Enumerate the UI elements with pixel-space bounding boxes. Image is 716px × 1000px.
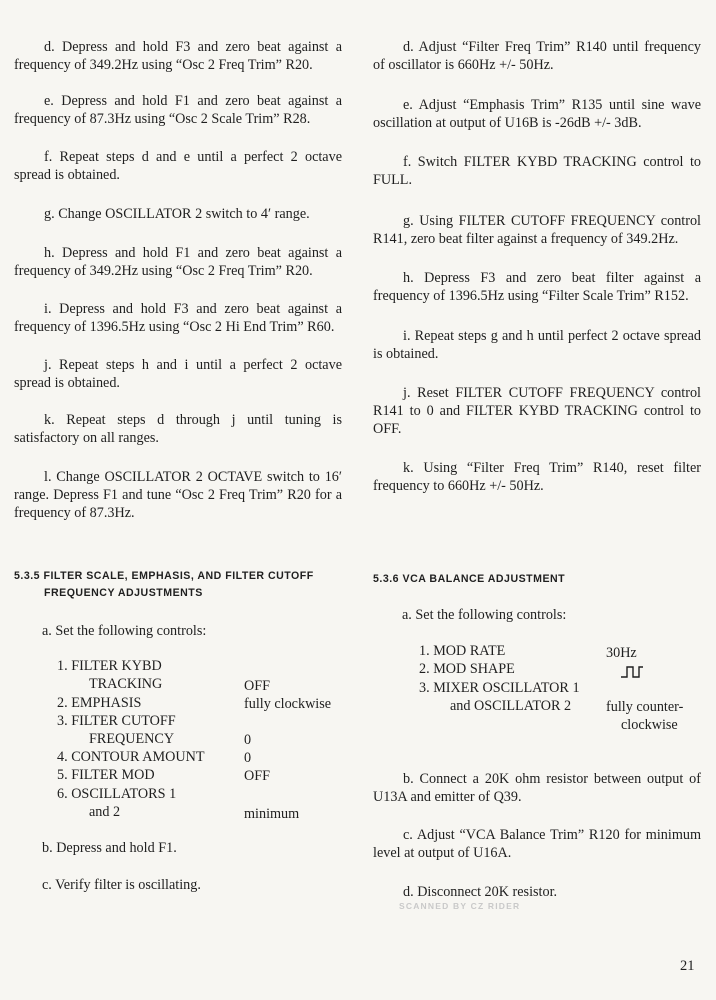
control-value: fully counter- bbox=[606, 699, 684, 715]
right-step-f: f. Switch FILTER KYBD TRACKING control to FULL. bbox=[373, 154, 701, 188]
section-536-step-a: a. Set the following controls: bbox=[402, 607, 567, 623]
control-value: fully clockwise bbox=[244, 696, 332, 712]
scan-credit: SCANNED BY CZ RIDER bbox=[399, 901, 521, 911]
left-step-h: h. Depress and hold F1 and zero beat against a frequency of 349.2Hz using “Osc 2 Freq Trim” R20. bbox=[14, 245, 342, 279]
right-step-d: d. Adjust “Filter Freq Trim” R140 until frequency of oscillator is 660Hz +/- 50Hz. bbox=[373, 39, 701, 73]
control-label: 5. FILTER MOD bbox=[57, 767, 155, 783]
control-label: TRACKING bbox=[89, 676, 163, 692]
left-column bbox=[14, 38, 342, 522]
control-label: 2. EMPHASIS bbox=[57, 695, 142, 711]
control-value: 0 bbox=[244, 750, 252, 766]
left-step-d: d. Depress and hold F3 and zero beat against a frequency of 349.2Hz using “Osc 2 Freq Trim” R20. bbox=[14, 39, 342, 73]
control-label: 3. MIXER OSCILLATOR 1 bbox=[419, 680, 580, 696]
right-step-i: i. Repeat steps g and h until perfect 2 octave spread is obtained. bbox=[373, 328, 701, 362]
left-step-j: j. Repeat steps h and i until a perfect 2 octave spread is obtained. bbox=[14, 357, 342, 391]
control-value: minimum bbox=[244, 806, 300, 822]
left-step-f: f. Repeat steps d and e until a perfect 2 octave spread is obtained. bbox=[14, 149, 342, 183]
section-536-steps bbox=[373, 770, 701, 901]
control-label: FREQUENCY bbox=[89, 731, 175, 747]
control-value: OFF bbox=[244, 678, 271, 694]
section-535-heading bbox=[14, 568, 314, 602]
right-column bbox=[373, 38, 701, 495]
square-wave-icon bbox=[620, 665, 644, 679]
control-value: OFF bbox=[244, 768, 271, 784]
section-535-step-c: c. Verify filter is oscillating. bbox=[42, 877, 201, 893]
right-step-e: e. Adjust “Emphasis Trim” R135 until sine wave oscillation at output of U16B is -26dB +/- 3dB. bbox=[373, 97, 701, 131]
right-step-g: g. Using FILTER CUTOFF FREQUENCY control R141, zero beat filter against a frequency of 349.2Hz. bbox=[373, 213, 701, 247]
left-step-e: e. Depress and hold F1 and zero beat against a frequency of 87.3Hz using “Osc 2 Scale Trim” R28. bbox=[14, 93, 342, 127]
section-535-step-a: a. Set the following controls: bbox=[42, 623, 207, 639]
section-535-title-line1: 5.3.5 FILTER SCALE, EMPHASIS, AND FILTER CUTOFF bbox=[14, 570, 314, 582]
control-label: and 2 bbox=[89, 804, 121, 820]
section-536-step-c: c. Adjust “VCA Balance Trim” R120 for minimum level at output of U16A. bbox=[373, 827, 701, 861]
section-535-title-line2: FREQUENCY ADJUSTMENTS bbox=[44, 587, 203, 599]
right-step-k: k. Using “Filter Freq Trim” R140, reset filter frequency to 660Hz +/- 50Hz. bbox=[373, 460, 701, 494]
control-label: 2. MOD SHAPE bbox=[419, 661, 515, 677]
control-label: 1. FILTER KYBD bbox=[57, 658, 162, 674]
section-535-step-b: b. Depress and hold F1. bbox=[42, 840, 177, 856]
section-536-title: 5.3.6 VCA BALANCE ADJUSTMENT bbox=[373, 573, 566, 585]
section-536-step-b: b. Connect a 20K ohm resistor between output of U13A and emitter of Q39. bbox=[373, 771, 701, 805]
left-step-k: k. Repeat steps d through j until tuning is satisfactory on all ranges. bbox=[14, 412, 342, 446]
left-step-i: i. Depress and hold F3 and zero beat against a frequency of 1396.5Hz using “Osc 2 Hi End Trim” R60. bbox=[14, 301, 342, 335]
section-536-step-d: d. Disconnect 20K resistor. bbox=[403, 884, 558, 900]
control-label: 6. OSCILLATORS 1 bbox=[57, 786, 177, 802]
right-step-j: j. Reset FILTER CUTOFF FREQUENCY control R141 to 0 and FILTER KYBD TRACKING control to OFF. bbox=[373, 385, 701, 437]
page-number: 21 bbox=[680, 958, 695, 974]
control-label: 4. CONTOUR AMOUNT bbox=[57, 749, 205, 765]
control-value: 30Hz bbox=[606, 645, 637, 661]
control-label: 1. MOD RATE bbox=[419, 643, 506, 659]
control-value: clockwise bbox=[621, 717, 678, 733]
left-step-g: g. Change OSCILLATOR 2 switch to 4′ range. bbox=[44, 206, 310, 222]
right-step-h: h. Depress F3 and zero beat filter against a frequency of 1396.5Hz using “Filter Scale Trim” R152. bbox=[373, 270, 701, 304]
section-536-heading bbox=[373, 571, 565, 588]
control-value: 0 bbox=[244, 732, 252, 748]
left-step-l: l. Change OSCILLATOR 2 OCTAVE switch to 16′ range. Depress F1 and tune “Osc 2 Freq Trim” R20 for a frequency of 87.3Hz. bbox=[14, 469, 342, 521]
control-label: and OSCILLATOR 2 bbox=[450, 698, 572, 714]
control-label: 3. FILTER CUTOFF bbox=[57, 713, 176, 729]
